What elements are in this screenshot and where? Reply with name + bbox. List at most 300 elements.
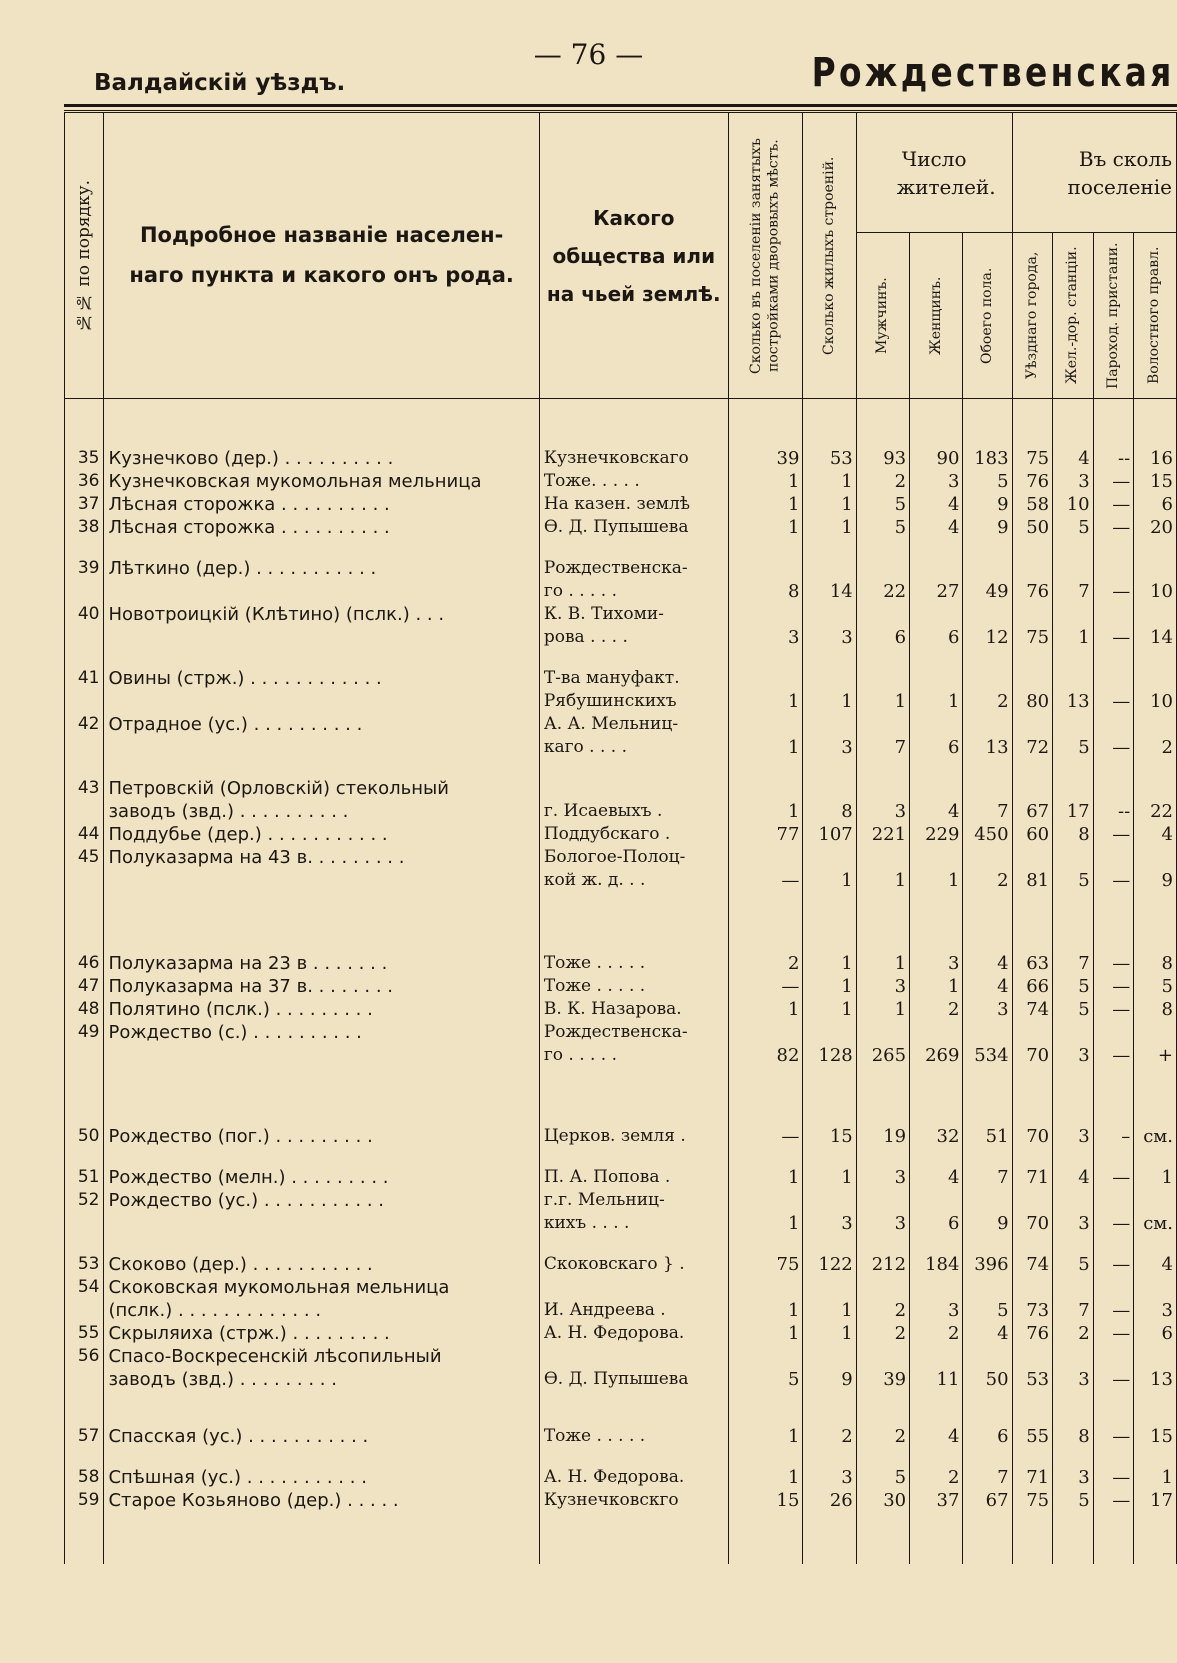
table-row xyxy=(65,1489,1177,1512)
row-number xyxy=(65,1212,104,1235)
cell-pier: — xyxy=(1093,1044,1134,1067)
cell-town: 58 xyxy=(1012,493,1053,516)
col-men-header xyxy=(856,233,909,399)
owner-name: Т-ва мануфакт. xyxy=(539,667,728,690)
cell-yards: 1 xyxy=(728,736,803,759)
cell-houses: 1 xyxy=(803,493,856,516)
cell-pier: — xyxy=(1093,975,1134,998)
cell-rail xyxy=(1053,846,1094,869)
cell-men: 19 xyxy=(856,1125,909,1148)
cell-town xyxy=(1012,777,1053,800)
cell-pier xyxy=(1093,1276,1134,1299)
cell-pier: — xyxy=(1093,736,1134,759)
settlement-name: заводъ (звд.) . . . . . . . . . . xyxy=(104,800,539,823)
row-number xyxy=(65,690,104,713)
cell-vol xyxy=(1134,1276,1177,1299)
cell-vol xyxy=(1134,1021,1177,1044)
owner-name: Тоже . . . . . xyxy=(539,1425,728,1448)
cell-rail: 3 xyxy=(1053,1466,1094,1489)
cell-both: 12 xyxy=(963,626,1012,649)
owner-name xyxy=(539,1276,728,1299)
cell-houses xyxy=(803,777,856,800)
cell-men: 2 xyxy=(856,1299,909,1322)
row-number: 49 xyxy=(65,1021,104,1044)
cell-rail: 5 xyxy=(1053,998,1094,1021)
cell-houses: 122 xyxy=(803,1253,856,1276)
cell-both: 5 xyxy=(963,1299,1012,1322)
cell-pier: — xyxy=(1093,998,1134,1021)
owner-name: Бологое-Полоц- xyxy=(539,846,728,869)
cell-men: 1 xyxy=(856,690,909,713)
table-row xyxy=(65,1276,1177,1299)
cell-both: 7 xyxy=(963,1166,1012,1189)
cell-rail: 17 xyxy=(1053,800,1094,823)
cell-yards xyxy=(728,1189,803,1212)
cell-men: 3 xyxy=(856,975,909,998)
cell-pier: — xyxy=(1093,1322,1134,1345)
cell-yards: 1 xyxy=(728,470,803,493)
cell-both xyxy=(963,667,1012,690)
cell-town: 50 xyxy=(1012,516,1053,539)
table-row xyxy=(65,869,1177,892)
settlement-name: Отрадное (ус.) . . . . . . . . . . xyxy=(104,713,539,736)
cell-yards xyxy=(728,1345,803,1368)
row-number: 50 xyxy=(65,1125,104,1148)
cell-both: 4 xyxy=(963,952,1012,975)
owner-name: П. А. Попова . xyxy=(539,1166,728,1189)
col-women-header xyxy=(910,233,963,399)
table-header xyxy=(65,113,1177,399)
cell-houses: 1 xyxy=(803,1166,856,1189)
cell-yards xyxy=(728,667,803,690)
table-row xyxy=(65,777,1177,800)
cell-both: 4 xyxy=(963,1322,1012,1345)
row-spacer xyxy=(65,1512,1177,1564)
cell-town: 81 xyxy=(1012,869,1053,892)
owner-name: Скоковскаго } . xyxy=(539,1253,728,1276)
cell-yards: 1 xyxy=(728,516,803,539)
volost-title: Рождественская xyxy=(812,50,1175,96)
cell-men: 5 xyxy=(856,493,909,516)
col-pop-group-label: Число жителей. xyxy=(896,146,996,199)
table-row xyxy=(65,823,1177,846)
cell-men: 3 xyxy=(856,1166,909,1189)
cell-both: 7 xyxy=(963,800,1012,823)
cell-town: 66 xyxy=(1012,975,1053,998)
col-vol-label: Волостного правл. xyxy=(1146,246,1163,385)
settlement-name xyxy=(104,1212,539,1235)
cell-town xyxy=(1012,667,1053,690)
cell-vol: 5 xyxy=(1134,975,1177,998)
cell-rail: 4 xyxy=(1053,447,1094,470)
table-row xyxy=(65,1322,1177,1345)
cell-both xyxy=(963,713,1012,736)
cell-houses xyxy=(803,1021,856,1044)
cell-both: 67 xyxy=(963,1489,1012,1512)
cell-yards: 1 xyxy=(728,998,803,1021)
cell-pier: -- xyxy=(1093,447,1134,470)
cell-women: 6 xyxy=(910,736,963,759)
cell-town: 73 xyxy=(1012,1299,1053,1322)
cell-men: 3 xyxy=(856,1212,909,1235)
cell-women: 2 xyxy=(910,1322,963,1345)
cell-houses: 1 xyxy=(803,869,856,892)
cell-women xyxy=(910,777,963,800)
table-row xyxy=(65,1189,1177,1212)
cell-rail xyxy=(1053,667,1094,690)
cell-women: 3 xyxy=(910,470,963,493)
row-number xyxy=(65,1044,104,1067)
cell-pier xyxy=(1093,557,1134,580)
cell-women: 3 xyxy=(910,1299,963,1322)
owner-name: А. Н. Федорова. xyxy=(539,1466,728,1489)
col-town-label: Уѣзднаго города, xyxy=(1023,251,1040,380)
cell-yards: 1 xyxy=(728,1212,803,1235)
cell-vol: 8 xyxy=(1134,952,1177,975)
cell-women: 1 xyxy=(910,690,963,713)
cell-vol: + xyxy=(1134,1044,1177,1067)
row-spacer xyxy=(65,892,1177,952)
cell-town xyxy=(1012,1021,1053,1044)
cell-vol: см. xyxy=(1134,1212,1177,1235)
cell-rail: 5 xyxy=(1053,1253,1094,1276)
owner-name: Ѳ. Д. Пупышева xyxy=(539,1368,728,1391)
cell-men: 22 xyxy=(856,580,909,603)
cell-both: 396 xyxy=(963,1253,1012,1276)
cell-women: 184 xyxy=(910,1253,963,1276)
cell-vol: 20 xyxy=(1134,516,1177,539)
cell-pier xyxy=(1093,1021,1134,1044)
table-row xyxy=(65,667,1177,690)
table-row xyxy=(65,736,1177,759)
cell-yards xyxy=(728,557,803,580)
settlement-name: Лѣсная сторожка . . . . . . . . . . xyxy=(104,493,539,516)
row-spacer xyxy=(65,1148,1177,1166)
cell-men xyxy=(856,667,909,690)
cell-houses xyxy=(803,667,856,690)
cell-pier: — xyxy=(1093,952,1134,975)
cell-vol xyxy=(1134,846,1177,869)
settlement-name: Лѣткино (дер.) . . . . . . . . . . . xyxy=(104,557,539,580)
cell-vol: 15 xyxy=(1134,1425,1177,1448)
cell-town: 76 xyxy=(1012,580,1053,603)
cell-houses: 1 xyxy=(803,690,856,713)
row-number: 42 xyxy=(65,713,104,736)
col-dist-group-header xyxy=(1012,113,1176,233)
cell-yards xyxy=(728,713,803,736)
settlement-name: Овины (стрж.) . . . . . . . . . . . . xyxy=(104,667,539,690)
owner-name: Церков. земля . xyxy=(539,1125,728,1148)
row-spacer xyxy=(65,1448,1177,1466)
cell-both: 49 xyxy=(963,580,1012,603)
cell-yards: 77 xyxy=(728,823,803,846)
cell-women: 90 xyxy=(910,447,963,470)
cell-pier: — xyxy=(1093,1253,1134,1276)
cell-town: 75 xyxy=(1012,626,1053,649)
cell-vol: 2 xyxy=(1134,736,1177,759)
col-rail-header xyxy=(1053,233,1094,399)
cell-rail xyxy=(1053,1021,1094,1044)
cell-women: 11 xyxy=(910,1368,963,1391)
settlement-name: Полуказарма на 37 в. . . . . . . . xyxy=(104,975,539,998)
settlement-name: Скоково (дер.) . . . . . . . . . . . xyxy=(104,1253,539,1276)
cell-vol: 15 xyxy=(1134,470,1177,493)
cell-women: 6 xyxy=(910,626,963,649)
cell-pier: — xyxy=(1093,1489,1134,1512)
row-number xyxy=(65,869,104,892)
col-owner-label-3: на чьей землѣ. xyxy=(546,281,721,306)
settlement-name: Новотроицкій (Клѣтино) (пслк.) . . . xyxy=(104,603,539,626)
cell-men: 39 xyxy=(856,1368,909,1391)
cell-women xyxy=(910,1276,963,1299)
table-row xyxy=(65,1345,1177,1368)
cell-rail: 4 xyxy=(1053,1166,1094,1189)
cell-houses: 1 xyxy=(803,516,856,539)
cell-both: 9 xyxy=(963,1212,1012,1235)
cell-both: 7 xyxy=(963,1466,1012,1489)
cell-pier: — xyxy=(1093,1212,1134,1235)
row-number xyxy=(65,1368,104,1391)
cell-town: 74 xyxy=(1012,1253,1053,1276)
table-row xyxy=(65,1466,1177,1489)
cell-rail xyxy=(1053,557,1094,580)
settlement-name: Спасская (ус.) . . . . . . . . . . . xyxy=(104,1425,539,1448)
cell-pier: — xyxy=(1093,823,1134,846)
cell-vol: 9 xyxy=(1134,869,1177,892)
cell-pier: — xyxy=(1093,493,1134,516)
row-number: 55 xyxy=(65,1322,104,1345)
cell-vol: 3 xyxy=(1134,1299,1177,1322)
col-pop-group-header xyxy=(856,113,1012,233)
settlement-name: Рождество (с.) . . . . . . . . . . xyxy=(104,1021,539,1044)
district-title: Валдайскій уѣздъ. xyxy=(94,70,346,96)
cell-women: 6 xyxy=(910,1212,963,1235)
cell-pier: — xyxy=(1093,516,1134,539)
cell-both xyxy=(963,846,1012,869)
cell-women: 37 xyxy=(910,1489,963,1512)
cell-town xyxy=(1012,713,1053,736)
settlement-name: Спасо-Воскресенскій лѣсопильный xyxy=(104,1345,539,1368)
page-header xyxy=(0,0,1177,108)
cell-women: 229 xyxy=(910,823,963,846)
table-row xyxy=(65,1044,1177,1067)
table-row xyxy=(65,1425,1177,1448)
table-row xyxy=(65,557,1177,580)
col-owner-label-2: общества или xyxy=(552,243,716,268)
row-number: 58 xyxy=(65,1466,104,1489)
owner-name: Поддубскаго . xyxy=(539,823,728,846)
cell-women: 269 xyxy=(910,1044,963,1067)
cell-houses xyxy=(803,1189,856,1212)
cell-houses xyxy=(803,713,856,736)
row-number: 43 xyxy=(65,777,104,800)
row-number xyxy=(65,736,104,759)
cell-women xyxy=(910,1021,963,1044)
col-name-label-2: наго пункта и какого онъ рода. xyxy=(129,262,514,287)
settlement-name: Рождество (ус.) . . . . . . . . . . . xyxy=(104,1189,539,1212)
owner-name: г.г. Мельниц- xyxy=(539,1189,728,1212)
cell-men xyxy=(856,557,909,580)
row-number xyxy=(65,626,104,649)
owner-name: А. А. Мельниц- xyxy=(539,713,728,736)
row-number: 51 xyxy=(65,1166,104,1189)
cell-rail xyxy=(1053,1189,1094,1212)
table-row xyxy=(65,800,1177,823)
cell-houses: 3 xyxy=(803,1466,856,1489)
cell-rail: 5 xyxy=(1053,1489,1094,1512)
cell-town xyxy=(1012,557,1053,580)
cell-rail: 3 xyxy=(1053,1212,1094,1235)
cell-houses: 1 xyxy=(803,952,856,975)
cell-houses: 1 xyxy=(803,1299,856,1322)
cell-rail: 3 xyxy=(1053,470,1094,493)
col-town-header xyxy=(1012,233,1053,399)
cell-women xyxy=(910,603,963,626)
cell-pier xyxy=(1093,713,1134,736)
col-houses-label: Сколько жилыхъ строеній. xyxy=(820,156,837,355)
row-number: 46 xyxy=(65,952,104,975)
cell-men: 212 xyxy=(856,1253,909,1276)
cell-town: 74 xyxy=(1012,998,1053,1021)
table-row xyxy=(65,626,1177,649)
cell-vol: 6 xyxy=(1134,493,1177,516)
cell-vol: 10 xyxy=(1134,580,1177,603)
table-row xyxy=(65,603,1177,626)
cell-yards: 1 xyxy=(728,800,803,823)
cell-houses: 15 xyxy=(803,1125,856,1148)
cell-both: 450 xyxy=(963,823,1012,846)
owner-name: Рождественска- xyxy=(539,557,728,580)
col-num-label: №№ по порядку. xyxy=(73,179,94,332)
cell-both: 183 xyxy=(963,447,1012,470)
row-number: 40 xyxy=(65,603,104,626)
table-row xyxy=(65,1166,1177,1189)
cell-houses xyxy=(803,1345,856,1368)
cell-yards: 1 xyxy=(728,1466,803,1489)
cell-yards xyxy=(728,603,803,626)
table-row xyxy=(65,713,1177,736)
cell-men xyxy=(856,846,909,869)
table-body xyxy=(65,399,1177,1565)
row-number: 39 xyxy=(65,557,104,580)
cell-vol: 10 xyxy=(1134,690,1177,713)
row-number: 48 xyxy=(65,998,104,1021)
col-rail-label: Жел.-дор. станціи. xyxy=(1064,246,1081,385)
cell-yards: 1 xyxy=(728,690,803,713)
cell-yards: 8 xyxy=(728,580,803,603)
table-row xyxy=(65,1253,1177,1276)
owner-name: А. Н. Федорова. xyxy=(539,1322,728,1345)
cell-houses: 1 xyxy=(803,998,856,1021)
cell-both: 9 xyxy=(963,516,1012,539)
cell-rail: 8 xyxy=(1053,823,1094,846)
cell-town: 70 xyxy=(1012,1044,1053,1067)
col-pier-header xyxy=(1093,233,1134,399)
cell-men xyxy=(856,1276,909,1299)
header-rule-thin xyxy=(64,110,1177,111)
cell-pier: — xyxy=(1093,1466,1134,1489)
row-spacer xyxy=(65,539,1177,557)
cell-both: 2 xyxy=(963,690,1012,713)
cell-yards: 82 xyxy=(728,1044,803,1067)
cell-pier xyxy=(1093,846,1134,869)
cell-women: 2 xyxy=(910,1466,963,1489)
table-row xyxy=(65,580,1177,603)
row-number: 52 xyxy=(65,1189,104,1212)
owner-name xyxy=(539,1345,728,1368)
table-row xyxy=(65,493,1177,516)
cell-men xyxy=(856,1189,909,1212)
cell-both: 51 xyxy=(963,1125,1012,1148)
cell-vol xyxy=(1134,557,1177,580)
col-num-header xyxy=(65,113,104,399)
cell-rail: 3 xyxy=(1053,1368,1094,1391)
cell-pier: — xyxy=(1093,470,1134,493)
col-both-header xyxy=(963,233,1012,399)
cell-yards: 1 xyxy=(728,493,803,516)
cell-rail xyxy=(1053,603,1094,626)
cell-rail: 3 xyxy=(1053,1125,1094,1148)
cell-both: 3 xyxy=(963,998,1012,1021)
cell-rail xyxy=(1053,713,1094,736)
owner-name: Рождественска- xyxy=(539,1021,728,1044)
cell-houses xyxy=(803,557,856,580)
settlement-name xyxy=(104,869,539,892)
cell-houses: 1 xyxy=(803,470,856,493)
cell-vol: 1 xyxy=(1134,1466,1177,1489)
cell-both xyxy=(963,777,1012,800)
cell-houses xyxy=(803,603,856,626)
cell-vol xyxy=(1134,603,1177,626)
cell-women: 4 xyxy=(910,1166,963,1189)
cell-men: 1 xyxy=(856,998,909,1021)
cell-town: 63 xyxy=(1012,952,1053,975)
col-owner-header xyxy=(539,113,728,399)
row-number: 56 xyxy=(65,1345,104,1368)
table-row xyxy=(65,470,1177,493)
table-row xyxy=(65,447,1177,470)
table-row xyxy=(65,975,1177,998)
row-spacer xyxy=(65,1067,1177,1125)
cell-yards: — xyxy=(728,869,803,892)
cell-men: 265 xyxy=(856,1044,909,1067)
cell-yards xyxy=(728,846,803,869)
cell-rail: 5 xyxy=(1053,736,1094,759)
cell-women: 1 xyxy=(910,975,963,998)
cell-town: 76 xyxy=(1012,1322,1053,1345)
cell-houses: 9 xyxy=(803,1368,856,1391)
cell-rail: 10 xyxy=(1053,493,1094,516)
cell-houses: 2 xyxy=(803,1425,856,1448)
settlement-name: (пслк.) . . . . . . . . . . . . . xyxy=(104,1299,539,1322)
table-row xyxy=(65,1299,1177,1322)
settlement-name: Рождество (мелн.) . . . . . . . . . xyxy=(104,1166,539,1189)
cell-both: 534 xyxy=(963,1044,1012,1067)
owner-name: К. В. Тихоми- xyxy=(539,603,728,626)
row-number xyxy=(65,800,104,823)
cell-pier xyxy=(1093,603,1134,626)
owner-name: Тоже . . . . . xyxy=(539,952,728,975)
owner-name: Тоже . . . . . xyxy=(539,975,728,998)
cell-yards: 1 xyxy=(728,1299,803,1322)
row-number: 45 xyxy=(65,846,104,869)
cell-town: 67 xyxy=(1012,800,1053,823)
col-name-label-1: Подробное названіе населен- xyxy=(139,222,504,247)
col-vol-header xyxy=(1134,233,1177,399)
cell-town: 75 xyxy=(1012,1489,1053,1512)
cell-men xyxy=(856,777,909,800)
owner-name: Рябушинскихъ xyxy=(539,690,728,713)
